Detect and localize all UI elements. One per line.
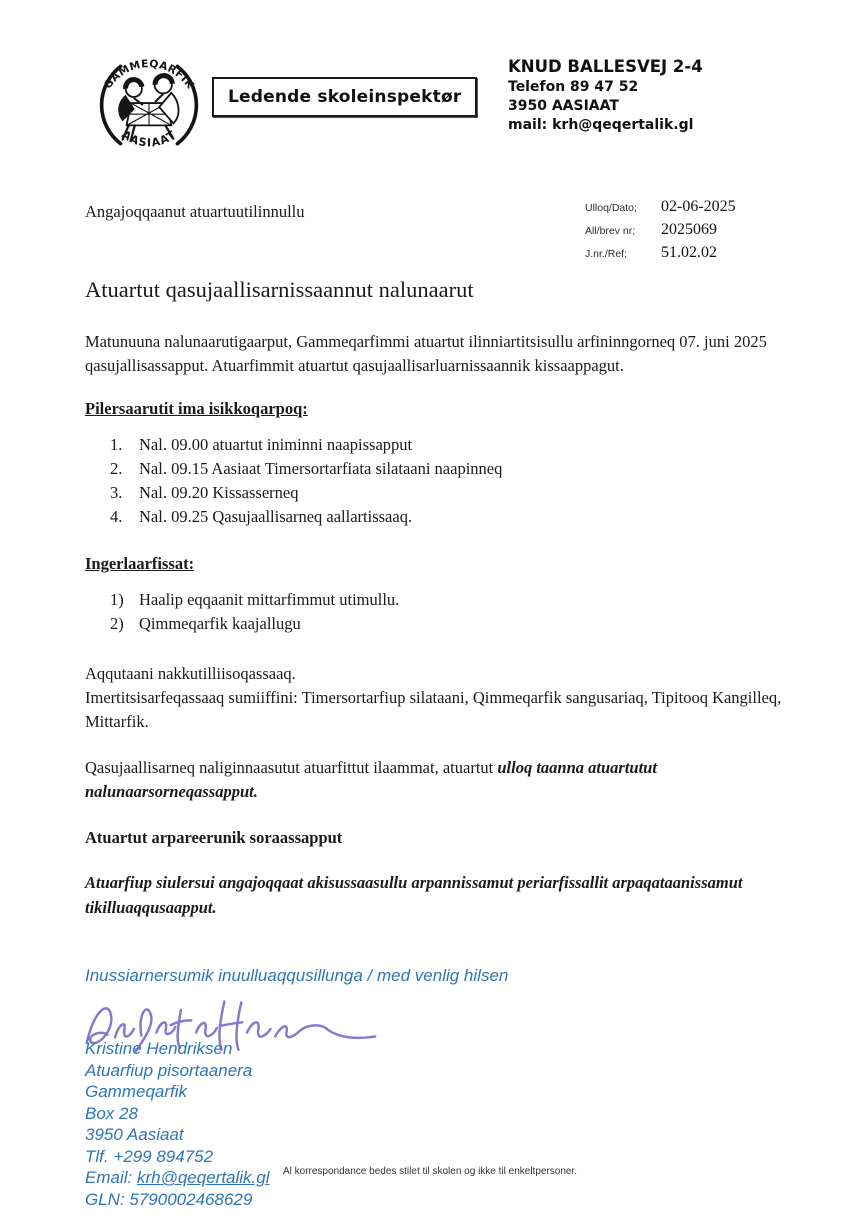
inspector-title-box [212,77,477,117]
route-list [110,588,793,636]
ref-row-journal-no [585,244,736,262]
plan-item-text: Nal. 09.00 atuartut iniminni naapissapput [139,435,413,454]
letter-title: Atuartut qasujaallisarnissaannut nalunaarut [85,277,474,302]
signature-block [85,1038,793,1210]
signer-pobox: Box 28 [85,1103,138,1123]
supervision-line2: Imertitsisarfeqassaaq sumiiffini: Timersortarfiup silataani, Qimmeqarfik sangusariaq, Tipitooq Kangilleq, Mittarfik. [85,688,782,731]
plan-item [110,433,793,457]
list-marker: 1) [110,590,124,609]
signer-phone: Tlf. +299 894752 [85,1146,214,1166]
ref-letter-no-value: 2025069 [661,221,717,238]
logo-top-text: GAMMEQARFIK [101,57,198,92]
svg-text:GAMMEQARFIK [101,57,197,91]
email-link[interactable]: krh@qeqertalik.gl [136,1168,270,1187]
finish-statement: Atuartut arpareerunik soraassapput [85,828,343,847]
ref-letter-no-label: All/brev nr; [585,225,636,237]
list-marker: 2) [110,614,124,633]
plan-item [110,457,793,481]
email-label: Email: [85,1168,137,1187]
ref-row-date [585,198,736,216]
list-marker: 4. [110,507,123,526]
list-marker: 1. [110,435,123,454]
registration-normal-text: Qasujaallisarneq naliginnaasutut atuarfittut ilaammat, atuartut [85,758,498,777]
list-marker: 3. [110,483,123,502]
route-item-text: Qimmeqarfik kaajallugu [139,614,301,633]
address-city: 3950 AASIAAT [508,98,619,114]
route-item [110,612,793,636]
route-heading: Ingerlaarfissat: [85,554,195,573]
letter-body [85,276,793,1210]
signer-name: Kristine Hendriksen [85,1039,233,1058]
salutation-line: Inussiarnersumik inuulluaqqusillunga / med venlig hilsen [85,966,509,985]
registration-paragraph [85,756,793,804]
ref-journal-no-value: 51.02.02 [661,244,717,261]
school-logo [84,40,214,162]
signer-org: Gammeqarfik [85,1082,188,1101]
plan-item [110,505,793,529]
plan-list [110,433,793,529]
signer-gln: GLN: 5790002468629 [85,1189,253,1209]
supervision-line1: Aqqutaani nakkutilliisoqassaaq. [85,664,296,683]
address-mail: mail: krh@qeqertalik.gl [508,117,694,133]
invitation-paragraph: Atuarfiup siulersui angajoqqaat akisussaasullu arpannissamut periarfissallit arpaqataanissamut tikilluaqqusaapput. [85,873,743,917]
plan-item-text: Nal. 09.15 Aasiaat Timersortarfiata silataani naapinneq [139,459,503,478]
route-item-text: Haalip eqqaanit mittarfimmut utimullu. [139,590,400,609]
footer-note: Al korrespondance bedes stilet til skolen og ikke til enkeltpersoner. [282,1166,578,1177]
children-reading-emblem [118,76,178,141]
address-street: KNUD BALLESVEJ 2-4 [508,57,703,76]
school-crest-icon [84,40,214,162]
route-item [110,588,793,612]
registration-emphasis-text: ulloq taanna atuartutut nalunaarsorneqassapput. [85,758,657,801]
signer-city: 3950 Aasiaat [85,1125,184,1144]
address-phone: Telefon 89 47 52 [508,79,639,95]
inspector-title-label: Ledende skoleinspektør [228,87,462,107]
ref-date-label: Ulloq/Dato; [585,202,637,214]
reference-block [585,198,736,262]
plan-heading: Pilersaarutit ima isikkoqarpoq: [85,399,308,418]
ref-journal-no-label: J.nr./Ref; [585,248,628,260]
plan-item [110,481,793,505]
ref-date-value: 02-06-2025 [661,198,736,215]
logo-bottom-text: AASIAAT [119,127,179,150]
signer-role: Atuarfiup pisortaanera [85,1060,253,1080]
intro-paragraph: Matunuuna nalunaarutigaarput, Gammeqarfimmi atuartut ilinniartitsisullu arfininngorneq 07. juni 2025 qasujallisassapput. Atuarfimmit atuartut qasujaallisarluarnissaannik kissaappagut. [85,332,767,375]
supervision-paragraph [85,662,793,734]
plan-item-text: Nal. 09.20 Kissasserneq [139,483,299,502]
list-marker: 2. [110,459,123,478]
plan-item-text: Nal. 09.25 Qasujaallisarneq aallartissaaq. [139,507,413,526]
recipient-line: Angajoqqaanut atuartuutilinnullu [85,202,305,221]
ref-row-letter-no [585,221,736,239]
sender-address-block [508,57,703,135]
